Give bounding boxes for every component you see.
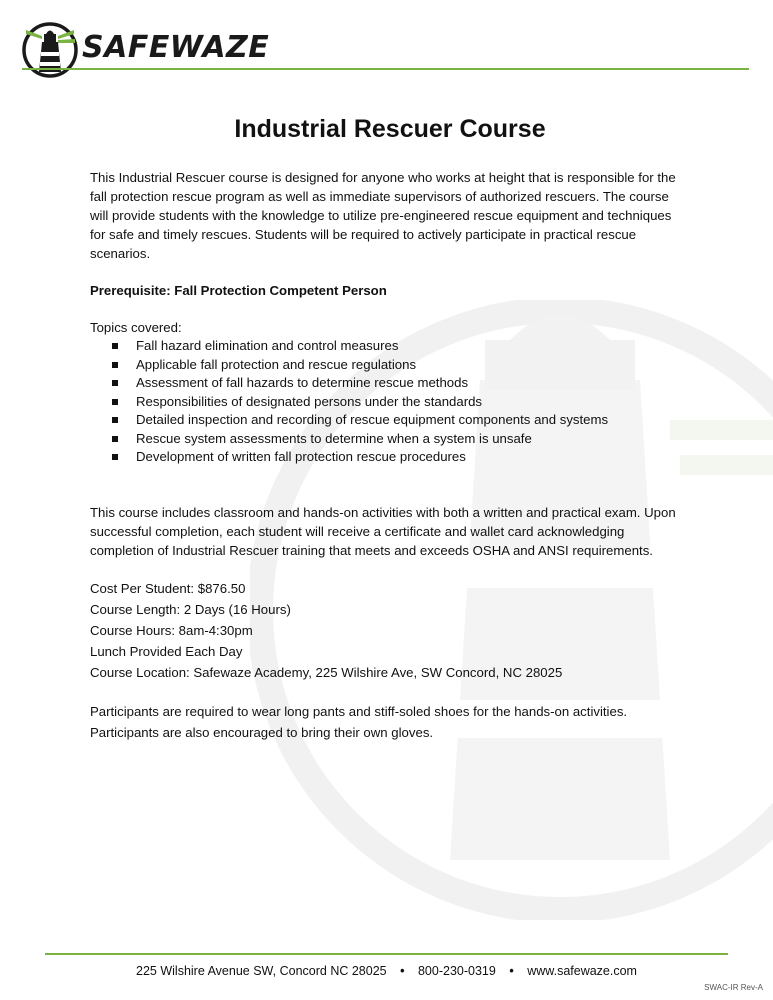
course-location: Course Location: Safewaze Academy, 225 Wilshire Ave, SW Concord, NC 28025: [90, 664, 563, 680]
separator: •: [509, 964, 514, 978]
topics-list: [90, 337, 690, 467]
revision-code: SWAC-IR Rev-A: [704, 983, 763, 992]
prerequisite-text: Prerequisite: Fall Protection Competent Person: [90, 283, 387, 298]
course-hours: Course Hours: 8am-4:30pm: [90, 622, 253, 638]
bullet-icon: [112, 417, 118, 423]
footer-website-link[interactable]: www.safewaze.com: [527, 964, 637, 978]
course-details: [90, 578, 690, 683]
lunch-info: Lunch Provided Each Day: [90, 643, 243, 659]
separator: •: [400, 964, 405, 978]
topic-text: Assessment of fall hazards to determine rescue methods: [136, 375, 469, 390]
topics-label: Topics covered:: [90, 320, 182, 335]
topic-text: Fall hazard elimination and control measures: [136, 338, 399, 353]
topic-text: Responsibilities of designated persons under the standards: [136, 393, 483, 409]
cost-per-student: Cost Per Student: $876.50: [90, 580, 246, 596]
brand-logo-text: SAFEWAZE: [82, 30, 270, 65]
topic-text: Applicable fall protection and rescue regulations: [136, 356, 417, 372]
topic-text: Rescue system assessments to determine when a system is unsafe: [136, 430, 532, 446]
footer-divider: [45, 953, 728, 955]
list-item: [112, 411, 690, 430]
topic-text: Development of written fall protection rescue procedures: [136, 449, 466, 464]
header: [22, 20, 762, 80]
bullet-icon: [112, 399, 118, 405]
requirement-line: Participants are required to wear long pants and stiff-soled shoes for the hands-on activities.: [90, 703, 628, 719]
bullet-icon: [112, 436, 118, 442]
footer-address: 225 Wilshire Avenue SW, Concord NC 28025: [136, 964, 387, 978]
intro-paragraph: This Industrial Rescuer course is designed for anyone who works at height that is responsible for the fall protection rescue program as well as immediate supervisors of authorized rescuers. The course will provide students with the knowledge to utilize pre-engineered rescue equipment and techniques for safe and timely rescues. Students will be required to actively participate in practical rescue scenarios.: [90, 170, 676, 261]
list-item: [112, 356, 690, 375]
footer-phone[interactable]: 800-230-0319: [417, 964, 496, 978]
bullet-icon: [112, 454, 118, 460]
bullet-icon: [112, 380, 118, 386]
topic-text: Detailed inspection and recording of rescue equipment components and systems: [136, 412, 609, 427]
document-body: [90, 110, 690, 743]
completion-paragraph: This course includes classroom and hands-on activities with both a written and practical exam. Upon successful completion, each student will receive a certificate and wallet card acknowledging completion of Industrial Rescuer training that meets and exceeds OSHA and ANSI requirements.: [90, 504, 676, 558]
course-length: Course Length: 2 Days (16 Hours): [90, 601, 291, 617]
footer: [0, 964, 773, 978]
requirement-line: Participants are also encouraged to bring their own gloves.: [90, 724, 434, 740]
list-item: [112, 393, 690, 412]
page-title: Industrial Rescuer Course: [234, 115, 546, 143]
list-item: [112, 430, 690, 449]
list-item: [112, 374, 690, 393]
header-divider: [22, 68, 749, 70]
bullet-icon: [112, 343, 118, 349]
participant-requirements: [90, 701, 690, 743]
bullet-icon: [112, 362, 118, 368]
list-item: [112, 337, 690, 356]
list-item: [112, 448, 690, 467]
